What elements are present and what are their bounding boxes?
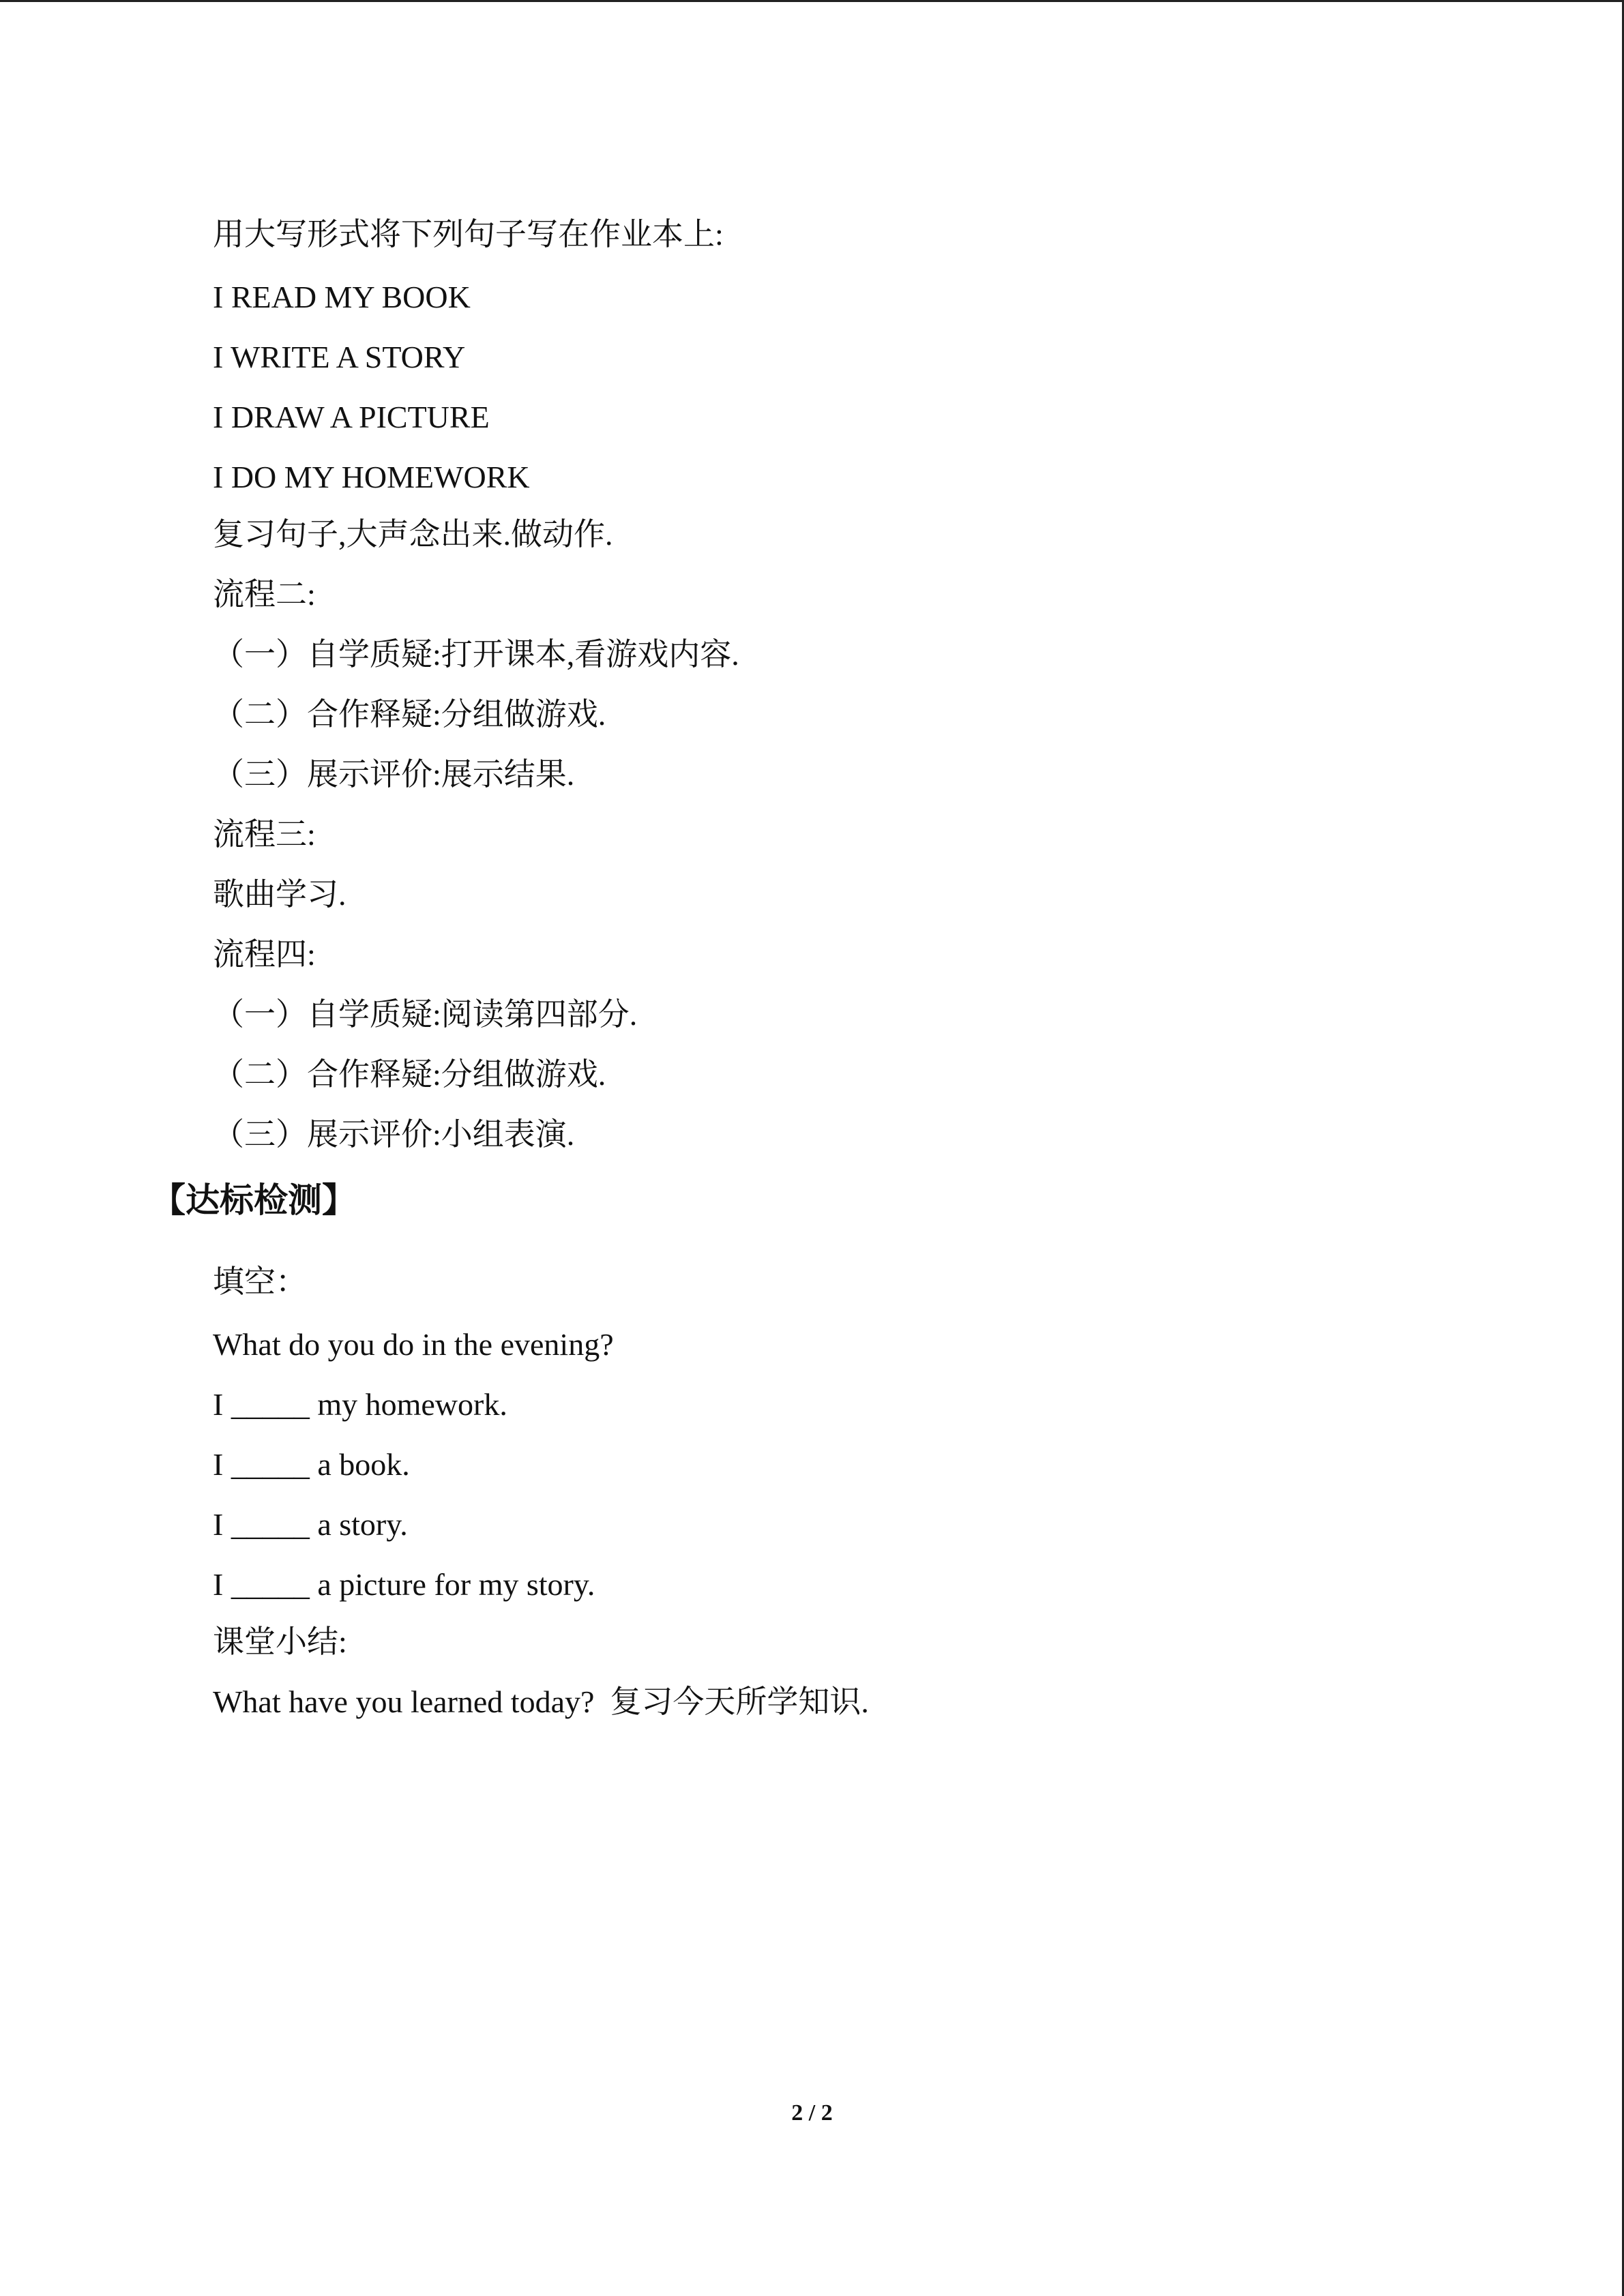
process-heading: 流程三:	[213, 817, 316, 852]
process-step: （一）自学质疑:阅读第四部分.	[213, 997, 638, 1032]
exercise-instruction: 填空：	[213, 1264, 307, 1299]
process-step: （二）合作释疑:分组做游戏.	[213, 697, 606, 732]
exercise-question: What do you do in the evening?	[213, 1327, 614, 1362]
summary-heading: 课堂小结:	[213, 1624, 347, 1659]
page-number: 2 / 2	[791, 2100, 833, 2126]
process-heading: 流程二:	[213, 577, 316, 612]
exercise-blank-line: I _____ my homework.	[213, 1387, 507, 1422]
sentence-line: I DRAW A PICTURE	[213, 400, 490, 434]
process-heading: 流程四:	[213, 937, 316, 972]
section-heading: 【达标检测】	[151, 1180, 356, 1220]
sentence-line: I WRITE A STORY	[213, 340, 466, 374]
instruction-line: 用大写形式将下列句子写在作业本上:	[213, 217, 724, 252]
process-step: （二）合作释疑:分组做游戏.	[213, 1057, 606, 1092]
process-step: 歌曲学习.	[213, 877, 346, 912]
exercise-blank-line: I _____ a story.	[213, 1507, 408, 1542]
exercise-blank-line: I _____ a picture for my story.	[213, 1567, 595, 1602]
sentence-line: I DO MY HOMEWORK	[213, 460, 530, 494]
sentence-line: I READ MY BOOK	[213, 280, 471, 314]
review-line: 复习句子,大声念出来.做动作.	[213, 517, 613, 552]
process-step: （三）展示评价:展示结果.	[213, 757, 575, 792]
process-step: （一）自学质疑:打开课本,看游戏内容.	[213, 637, 739, 672]
exercise-blank-line: I _____ a book.	[213, 1447, 410, 1482]
summary-line: What have you learned today? 复习今天所学知识.	[213, 1684, 869, 1719]
process-step: （三）展示评价:小组表演.	[213, 1117, 575, 1152]
